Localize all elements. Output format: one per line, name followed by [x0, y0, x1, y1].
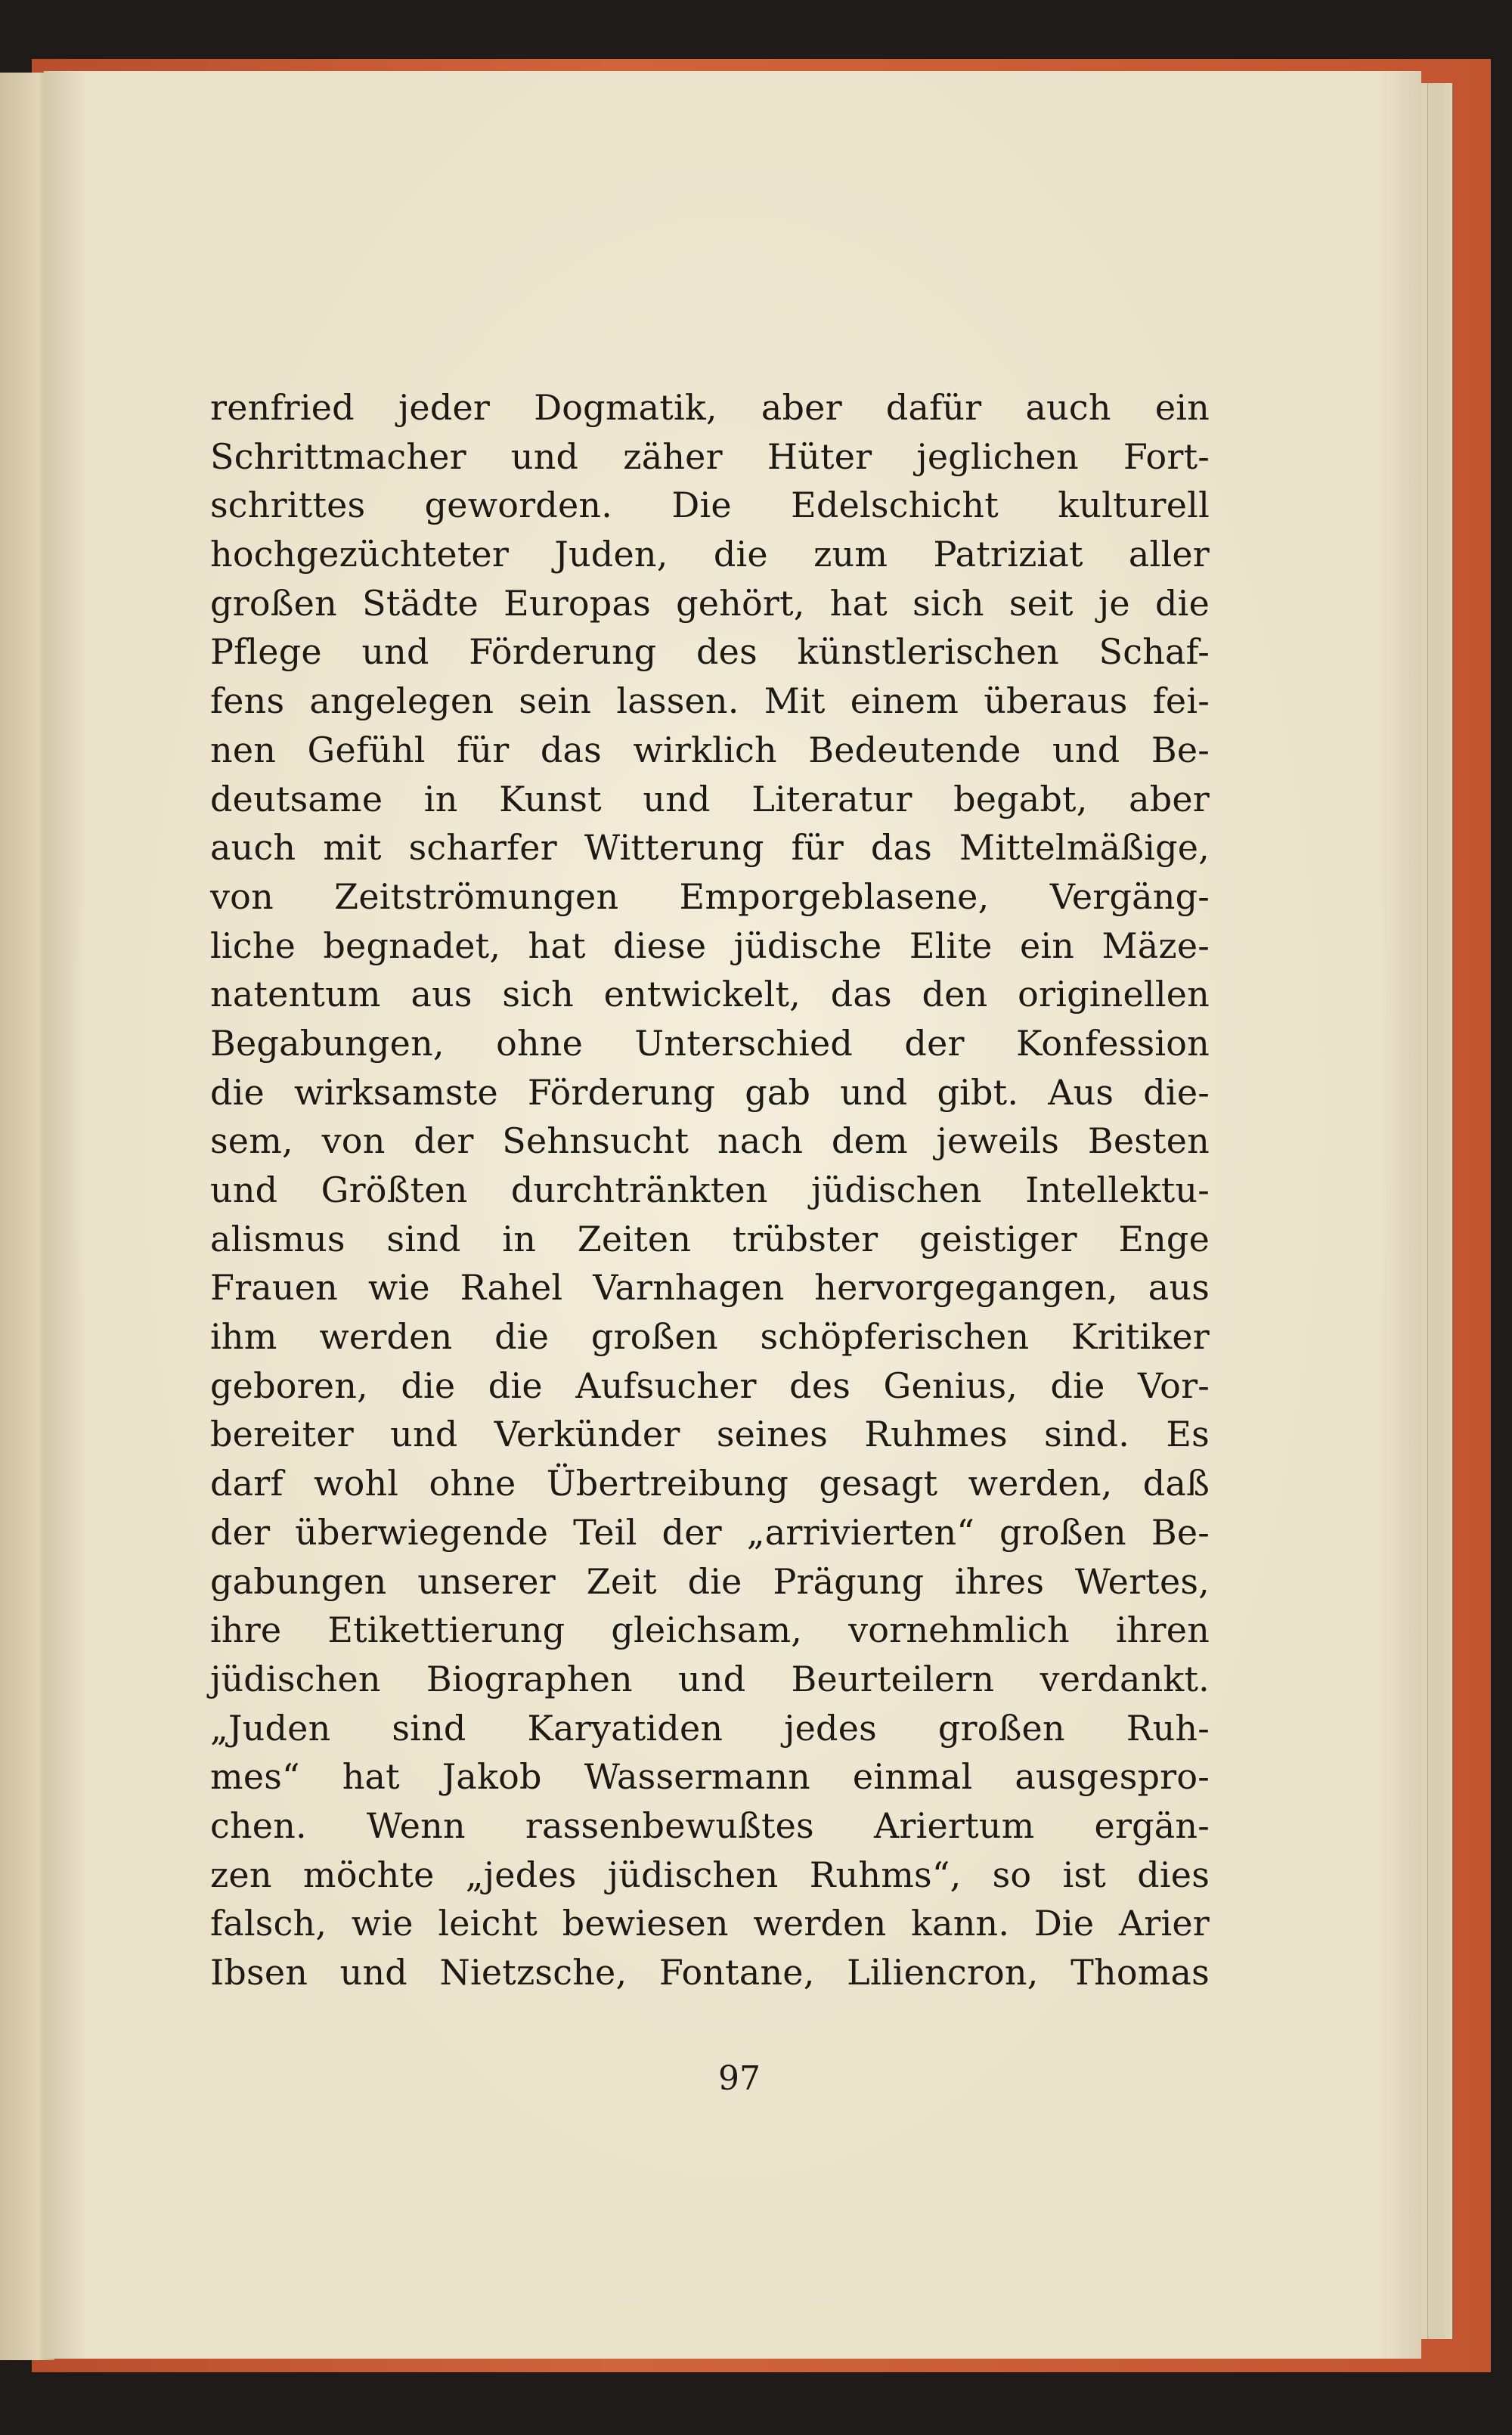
text-line: deutsame in Kunst und Literatur begabt, aber [210, 778, 1210, 819]
text-line: natentum aus sich entwickelt, das den originellen [210, 974, 1210, 1015]
text-line: chen. Wenn rassenbewußtes Ariertum ergän- [210, 1805, 1210, 1846]
text-line: zen möchte „jedes jüdischen Ruhms“, so ist dies [210, 1854, 1210, 1895]
text-line: „Juden sind Karyatiden jedes großen Ruh- [210, 1707, 1210, 1749]
text-line: Frauen wie Rahel Varnhagen hervorgegangen, aus [210, 1267, 1210, 1309]
text-line: Begabungen, ohne Unterschied der Konfession [210, 1022, 1210, 1064]
text-line: ihm werden die großen schöpferischen Kritiker [210, 1316, 1210, 1358]
text-line: großen Städte Europas gehört, hat sich seit je die [210, 582, 1210, 624]
text-line: Schrittmacher und zäher Hüter jeglichen Fort- [210, 435, 1210, 477]
text-line: von Zeitströmungen Emporgeblasene, Vergäng- [210, 875, 1210, 917]
text-line: geboren, die die Aufsucher des Genius, die Vor- [210, 1365, 1210, 1406]
page-stack-edge [1427, 83, 1445, 2339]
text-line: darf wohl ohne Übertreibung gesagt werden, daß [210, 1463, 1210, 1504]
text-line: renfried jeder Dogmatik, aber dafür auch ein [210, 387, 1210, 428]
text-line: liche begnadet, hat diese jüdische Elite ein Mäze- [210, 925, 1210, 966]
text-line: auch mit scharfer Witterung für das Mittelmäßige, [210, 827, 1210, 869]
body-text [210, 383, 1210, 1997]
text-line: mes“ hat Jakob Wassermann einmal ausgespro- [210, 1756, 1210, 1798]
text-line: ihre Etikettierung gleichsam, vornehmlich ihren [210, 1609, 1210, 1651]
text-line: der überwiegende Teil der „arrivierten“ großen Be- [210, 1511, 1210, 1553]
book-page [44, 71, 1421, 2359]
text-line: die wirksamste Förderung gab und gibt. Aus die- [210, 1071, 1210, 1113]
text-line: sem, von der Sehnsucht nach dem jeweils Besten [210, 1120, 1210, 1162]
text-line: falsch, wie leicht bewiesen werden kann. Die Arier [210, 1903, 1210, 1944]
text-line: schrittes geworden. Die Edelschicht kulturell [210, 485, 1210, 526]
text-line: Pflege und Förderung des künstlerischen Schaf- [210, 631, 1210, 673]
text-line: bereiter und Verkünder seines Ruhmes sind. Es [210, 1414, 1210, 1455]
text-line: jüdischen Biographen und Beurteilern verdankt. [210, 1658, 1210, 1699]
text-line: nen Gefühl für das wirklich Bedeutende und Be- [210, 729, 1210, 770]
text-line: und Größten durchtränkten jüdischen Intellektu- [210, 1169, 1210, 1210]
text-line: alismus sind in Zeiten trübster geistiger Enge [210, 1218, 1210, 1259]
text-line: fens angelegen sein lassen. Mit einem überaus fei- [210, 680, 1210, 722]
text-line: hochgezüchteter Juden, die zum Patriziat aller [210, 534, 1210, 575]
page-number: 97 [718, 2059, 761, 2098]
text-line: Ibsen und Nietzsche, Fontane, Liliencron, Thomas [210, 1952, 1210, 1993]
text-line: gabungen unserer Zeit die Prägung ihres Wertes, [210, 1560, 1210, 1602]
